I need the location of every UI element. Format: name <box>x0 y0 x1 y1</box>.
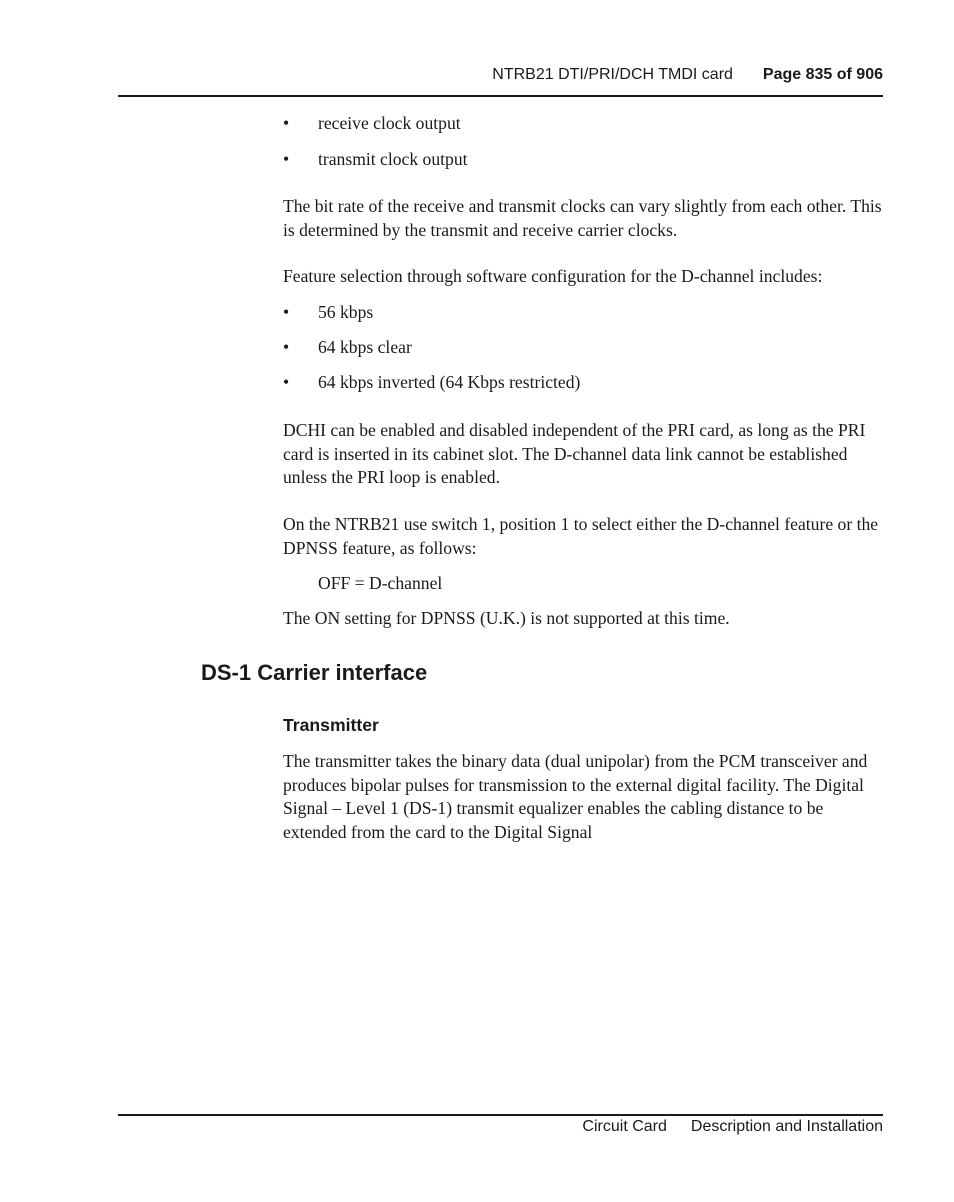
bullet-marker: • <box>283 372 290 392</box>
page-footer <box>118 1118 883 1136</box>
subsection-heading: Transmitter <box>283 715 379 735</box>
list-item-text: transmit clock output <box>318 149 468 169</box>
section-heading: DS-1 Carrier interface <box>201 660 428 685</box>
paragraph-switch: On the NTRB21 use switch 1, position 1 to select either the D-channel feature or the DPNSS feature, as follows: <box>283 514 879 558</box>
page-number: Page 835 of 906 <box>762 66 883 83</box>
footer-right: Description and Installation <box>690 1118 883 1135</box>
footer-left: Circuit Card <box>582 1118 667 1135</box>
list-item-text: 64 kbps inverted (64 Kbps restricted) <box>318 372 581 392</box>
paragraph-feature-selection: Feature selection through software configuration for the D-channel includes: <box>283 266 823 286</box>
paragraph-on-setting: The ON setting for DPNSS (U.K.) is not supported at this time. <box>283 608 730 628</box>
list-item-text: receive clock output <box>318 113 461 133</box>
header-rule <box>118 95 883 97</box>
bullet-marker: • <box>283 149 290 169</box>
paragraph-dchi: DCHI can be enabled and disabled independent of the PRI card, as long as the PRI card is inserted in its cabinet slot. The D-channel data link cannot be established unless the PRI loop is enabled. <box>283 420 866 487</box>
bullet-marker: • <box>283 113 290 133</box>
list-item-text: 56 kbps <box>318 302 374 322</box>
paragraph-bit-rate: The bit rate of the receive and transmit clocks can vary slightly from each other. This is determined by the transmit and receive carrier clocks. <box>283 196 882 240</box>
page-header <box>118 66 883 88</box>
footer-rule <box>118 1114 883 1116</box>
list-item-text: 64 kbps clear <box>318 337 412 357</box>
bullet-marker: • <box>283 337 290 357</box>
paragraph-transmitter: The transmitter takes the binary data (dual unipolar) from the PCM transceiver and produces bipolar pulses for transmission to the external digital facility. The Digital Signal – Level 1 (DS-1) transmit equalizer enables the cabling distance to be extended from the card to the Digital Signal <box>283 751 868 842</box>
bullet-marker: • <box>283 302 290 322</box>
document-title: NTRB21 DTI/PRI/DCH TMDI card <box>492 66 733 83</box>
switch-setting: OFF = D-channel <box>318 573 443 593</box>
